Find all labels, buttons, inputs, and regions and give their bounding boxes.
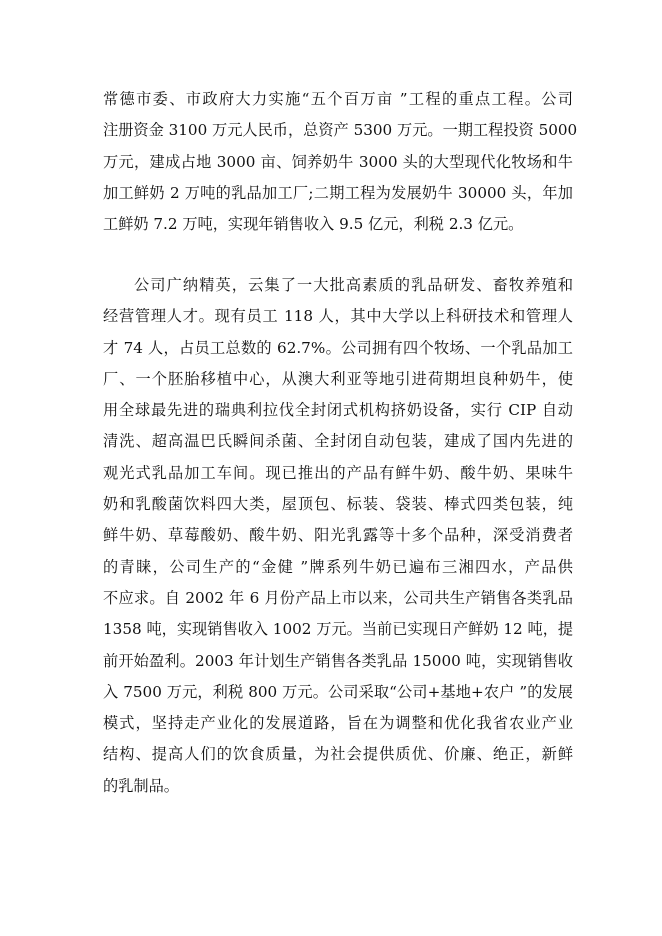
text-line: 前开始盈利。2003 年计划生产销售各类乳品 15000 吨，实现销售收 [103,651,573,670]
text-line: 注册资金 3100 万元人民币，总资产 5300 万元。一期工程投资 5000 [103,121,578,140]
text-line: 观光式乳品加工车间。现已推出的产品有鲜牛奶、酸牛奶、果味牛 [103,463,573,482]
text-line: 用全球最先进的瑞典利拉伐全封闭式机构挤奶设备，实行 CIP 自动 [103,401,573,420]
text-line: 不应求。自 2002 年 6 月份产品上市以来，公司共生产销售各类乳品 [103,588,573,607]
text-line: 厂、一个胚胎移植中心，从澳大利亚等地引进荷期坦良种奶牛，使 [103,369,573,388]
text-line: 1358 吨，实现销售收入 1002 万元。当前已实现日产鲜奶 12 吨，提 [103,620,574,639]
text-line: 的乳制品。 [103,776,179,795]
text-line: 才 74 人，占员工总数的 62.7%。公司拥有四个牧场、一个乳品加工 [103,338,573,357]
text-line: 清洗、超高温巴氏瞬间杀菌、全封闭自动包装，建成了国内先进的 [103,432,573,451]
text-line: 模式，坚持走产业化的发展道路，旨在为调整和优化我省农业产业 [103,714,573,733]
text-line: 入 7500 万元，利税 800 万元。公司采取“公司+基地+农户 ”的发展 [103,682,573,701]
text-line: 加工鲜奶 2 万吨的乳品加工厂;二期工程为发展奶牛 30000 头，年加 [103,183,573,202]
text-line: 鲜牛奶、草莓酸奶、酸牛奶、阳光乳露等十多个品种，深受消费者 [103,526,573,545]
text-line: 常德市委、市政府大力实施“五个百万亩 ”工程的重点工程。公司 [103,90,573,108]
paragraph-1 [103,84,578,240]
text-line: 奶和乳酸菌饮料四大类，屋顶包、标装、袋装、棒式四类包装，纯 [103,495,573,514]
text-line: 结构、提高人们的饮食质量，为社会提供质优、价廉、绝正，新鲜 [103,745,573,764]
text-line: 经营管理人才。现有员工 118 人，其中大学以上科研技术和管理人 [103,307,573,326]
text-line: 工鲜奶 7.2 万吨，实现年销售收入 9.5 亿元，利税 2.3 亿元。 [103,215,524,234]
text-line: 的青睐，公司生产的“金健 ”牌系列牛奶已遍布三湘四水，产品供 [103,557,573,576]
text-line: 公司广纳精英，云集了一大批高素质的乳品研发、畜牧养殖和 [134,276,573,294]
text-line: 万元，建成占地 3000 亩、饲养奶牛 3000 头的大型现代化牧场和牛 [103,152,573,171]
paragraph-2 [103,270,573,802]
